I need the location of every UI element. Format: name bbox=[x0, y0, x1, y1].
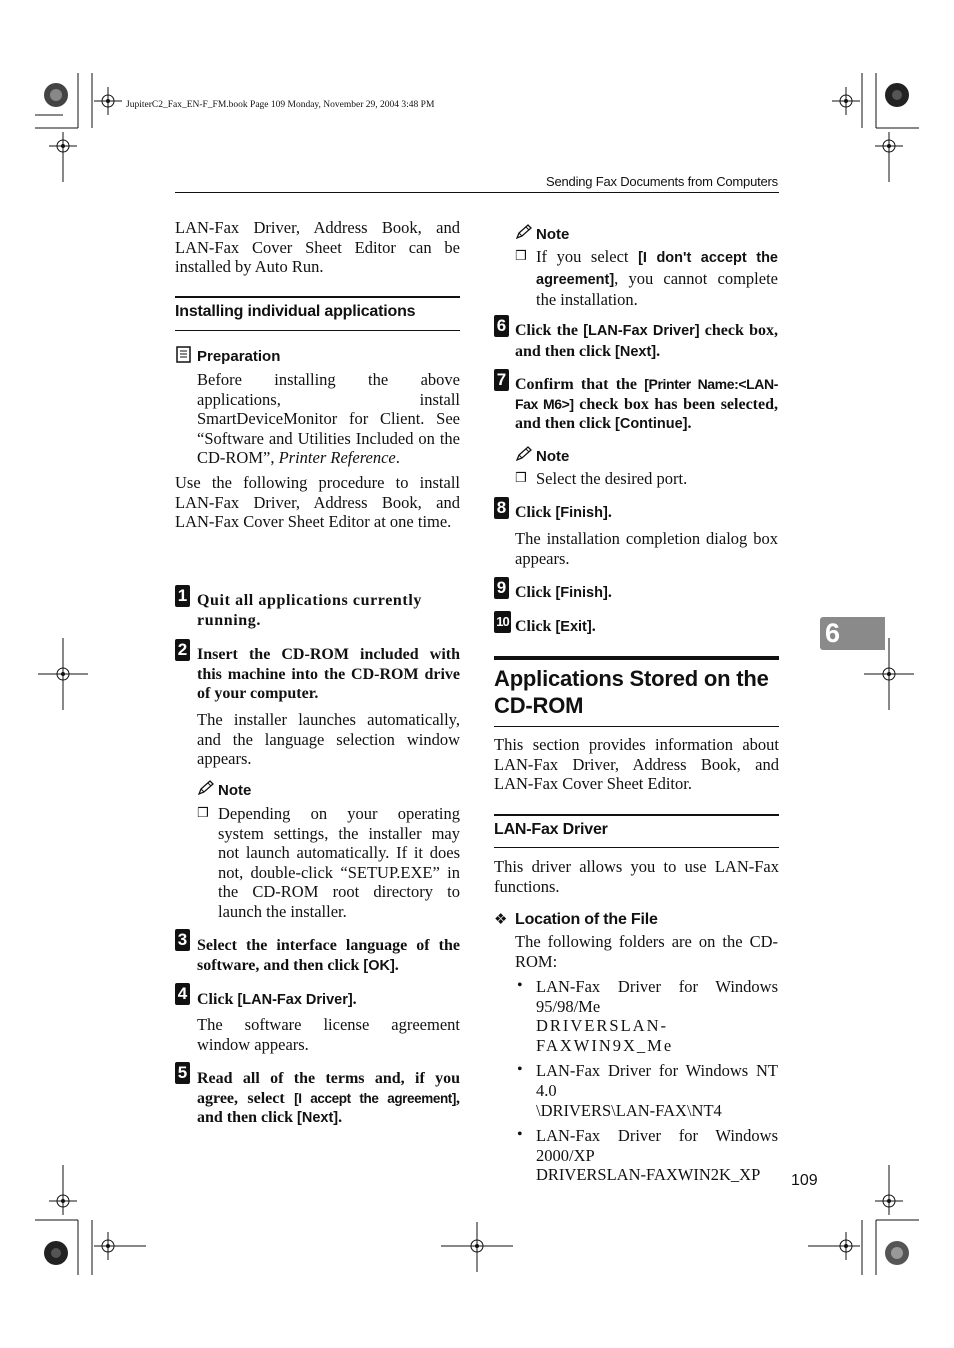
color-wheel-target-icon bbox=[44, 83, 909, 1265]
step-8-text-a: Click bbox=[515, 504, 556, 521]
checkbox-bullet-icon: ❒ bbox=[515, 249, 527, 264]
step-10-text-a: Click bbox=[515, 618, 556, 635]
step-4-body: The software license agreement window appears. bbox=[197, 1015, 460, 1054]
step-number-3: 3 bbox=[175, 929, 190, 951]
step-5-text bbox=[197, 1069, 460, 1129]
step-3-text-a: Select the interface language of the software, and then click bbox=[197, 937, 460, 974]
folder-list bbox=[515, 977, 778, 1185]
location-text: The following folders are on the CD-ROM: bbox=[515, 932, 778, 971]
step-9-text-b: . bbox=[607, 584, 612, 601]
folder-label: LAN-Fax Driver for Windows 95/98/Me bbox=[536, 977, 778, 1016]
lanfax-subsection-title: LAN-Fax Driver bbox=[494, 821, 608, 838]
section-intro: This section provides information about LAN-Fax Driver, Address Book, and LAN-Fax Cover Sheet Editor. bbox=[494, 735, 779, 794]
folder-path: DRIVERSLAN-FAXWIN9X_Me bbox=[536, 1016, 674, 1055]
step-2-note-text: Depending on your operating system settings, the installer may not launch automatically. If it does not, double-click “SETUP.EXE” in the CD-ROM root directory to launch the installer. bbox=[218, 804, 460, 921]
step-9-text bbox=[515, 583, 778, 604]
preparation-text-italic: Printer Reference bbox=[278, 448, 396, 468]
step-5-text-a: Read all of the terms and, if you agree, select bbox=[197, 1070, 460, 1107]
step-6-text bbox=[515, 321, 778, 362]
subsection-rule-bottom bbox=[175, 330, 460, 331]
step-number-4: 4 bbox=[175, 983, 190, 1005]
header-rule bbox=[175, 192, 779, 193]
pencil-note-icon bbox=[197, 780, 215, 796]
step-8-text bbox=[515, 503, 778, 524]
folder-path: \DRIVERS\LAN-FAX\NT4 bbox=[536, 1100, 722, 1120]
step-6-text-b: check box, and then click bbox=[515, 322, 779, 360]
note-1-heading: Note bbox=[536, 226, 570, 243]
diamond-bullet-icon: ❖ bbox=[494, 910, 508, 928]
preparation-heading: Preparation bbox=[197, 348, 281, 365]
step-4-text bbox=[197, 990, 460, 1011]
folder-item: • LAN-Fax Driver for Windows NT 4.0 \DRIVERS\LAN-FAX\NT4 bbox=[517, 1061, 778, 1120]
step-7-text bbox=[515, 375, 778, 435]
note-1-text-a: If you select bbox=[536, 247, 639, 266]
step-2-text: Insert the CD-ROM included with this machine into the CD-ROM drive of your computer. bbox=[197, 646, 460, 703]
step-2-body: The installer launches automatically, and the language selection window appears. bbox=[197, 710, 460, 769]
pencil-note-icon bbox=[515, 224, 533, 240]
procedure-paragraph: Use the following procedure to install LAN-Fax Driver, Address Book, and LAN-Fax Cover Sheet Editor at one time. bbox=[175, 473, 460, 532]
folder-item: • LAN-Fax Driver for Windows 95/98/Me DRIVERSLAN-FAXWIN9X_Me bbox=[517, 977, 778, 1055]
step-4-text-a: Click bbox=[197, 991, 238, 1008]
preparation-text-b: . bbox=[395, 448, 400, 468]
lanfax-intro: This driver allows you to use LAN-Fax functions. bbox=[494, 857, 779, 896]
pencil-note-icon bbox=[515, 446, 533, 462]
step-number-5: 5 bbox=[175, 1062, 190, 1084]
step-7-note-text: Select the desired port. bbox=[536, 469, 688, 488]
step-number-9: 9 bbox=[494, 577, 509, 599]
section-title: Applications Stored on the CD-ROM bbox=[494, 666, 769, 718]
step-1-text: Quit all applications currently running. bbox=[197, 592, 422, 629]
step-5-key-2: [Next] bbox=[297, 1110, 339, 1127]
note-1-key: [I don't accept the agreement] bbox=[536, 250, 778, 288]
step-7-text-b: check box has been selected, and then click bbox=[515, 395, 778, 433]
step-number-6: 6 bbox=[494, 315, 509, 337]
step-5-text-c: . bbox=[338, 1109, 343, 1127]
step-10-key: [Exit] bbox=[555, 619, 592, 635]
step-number-2: 2 bbox=[175, 639, 190, 661]
step-7-key: [Printer Name:<LAN-Fax M6>] bbox=[515, 376, 778, 412]
note-1-text bbox=[536, 247, 778, 310]
checkbox-bullet-icon: ❒ bbox=[197, 806, 209, 821]
folder-item: • LAN-Fax Driver for Windows 2000/XP DRIVERSLAN-FAXWIN2K_XP bbox=[517, 1126, 778, 1185]
step-7-note-heading: Note bbox=[536, 448, 570, 465]
chapter-number: 6 bbox=[825, 618, 841, 648]
step-number-8: 8 bbox=[494, 497, 509, 519]
folder-label: LAN-Fax Driver for Windows 2000/XP bbox=[536, 1126, 778, 1165]
step-6-text-c: . bbox=[656, 342, 661, 360]
step-8-key: [Finish] bbox=[555, 505, 608, 521]
folder-path: DRIVERSLAN-FAXWIN2K_XP bbox=[536, 1165, 761, 1185]
step-6-text-a: Click the bbox=[515, 322, 584, 339]
intro-paragraph: LAN-Fax Driver, Address Book, and LAN-Fax Cover Sheet Editor can be installed by Auto Run. bbox=[175, 218, 460, 277]
step-10-text-b: . bbox=[591, 618, 596, 635]
checkbox-bullet-icon: ❒ bbox=[515, 471, 527, 486]
step-number-1: 1 bbox=[175, 585, 190, 607]
subsection-title: Installing individual applications bbox=[175, 303, 416, 320]
preparation-text bbox=[197, 370, 460, 468]
lanfax-rule-bottom bbox=[494, 847, 779, 848]
file-stamp: JupiterC2_Fax_EN-F_FM.book Page 109 Monday, November 29, 2004 3:48 PM bbox=[126, 100, 435, 110]
note-1-text-b: , you cannot complete the installation. bbox=[536, 268, 778, 310]
step-9-text-a: Click bbox=[515, 584, 556, 601]
preparation-text-a: Before installing the above applications, install SmartDeviceMonitor for Client. See “Software and Utilities Included on the CD-ROM”, bbox=[197, 370, 460, 468]
step-7-key-2: [Continue] bbox=[615, 416, 688, 433]
step-7-text-c: . bbox=[687, 415, 692, 433]
chapter-tab bbox=[820, 617, 885, 650]
step-6-key-2: [Next] bbox=[615, 343, 657, 360]
step-number-10: 10 bbox=[494, 611, 511, 633]
step-7-text-a: Confirm that the bbox=[515, 376, 645, 393]
folder-label: LAN-Fax Driver for Windows NT 4.0 bbox=[536, 1061, 778, 1100]
section-rule-top bbox=[494, 656, 779, 660]
step-5-text-b: , and then click bbox=[197, 1089, 460, 1127]
step-number-7: 7 bbox=[494, 369, 509, 391]
step-6-key: [LAN-Fax Driver] bbox=[583, 323, 700, 339]
step-3-text bbox=[197, 936, 460, 976]
page-number: 109 bbox=[791, 1172, 818, 1189]
lanfax-rule-top bbox=[494, 814, 779, 816]
step-3-text-b: . bbox=[394, 956, 399, 974]
step-8-text-b: . bbox=[607, 504, 612, 521]
step-10-text bbox=[515, 617, 778, 638]
running-header: Sending Fax Documents from Computers bbox=[546, 174, 778, 189]
step-4-text-b: . bbox=[352, 991, 357, 1008]
section-rule-bottom bbox=[494, 726, 779, 727]
step-4-key: [LAN-Fax Driver] bbox=[237, 992, 353, 1008]
step-8-body: The installation completion dialog box appears. bbox=[515, 529, 778, 568]
subsection-rule-top bbox=[175, 296, 460, 298]
step-2-note-heading: Note bbox=[218, 782, 252, 799]
step-9-key: [Finish] bbox=[555, 585, 608, 601]
step-5-key: [I accept the agreement] bbox=[294, 1090, 456, 1106]
step-3-key: [OK] bbox=[363, 957, 395, 974]
preparation-clipboard-icon bbox=[176, 345, 192, 363]
location-heading: Location of the File bbox=[515, 911, 658, 928]
